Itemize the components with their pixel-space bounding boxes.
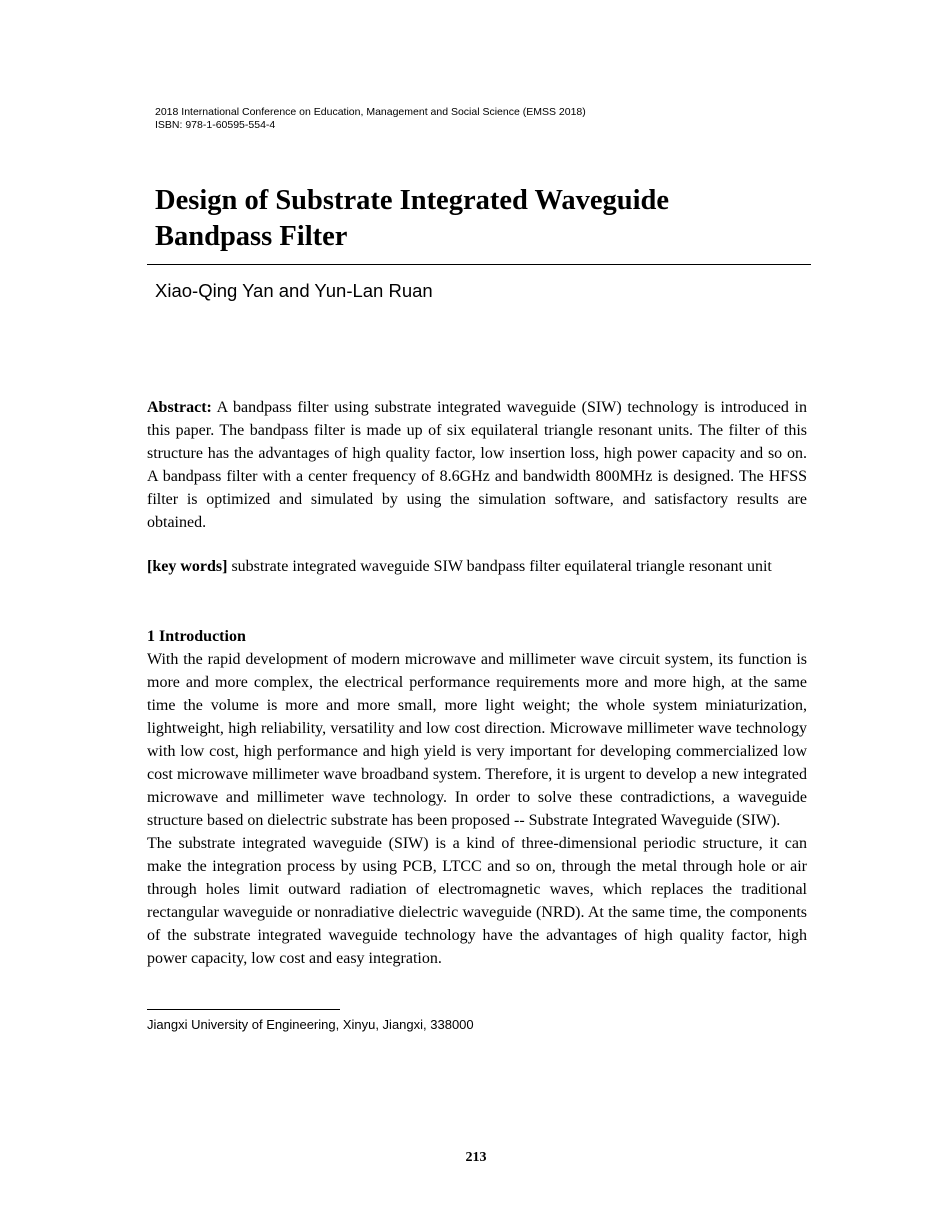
intro-paragraph-2: The substrate integrated waveguide (SIW) is a kind of three-dimensional periodic structure, it can make the integration process by using PCB, LTCC and so on, through the metal through hole or air through holes limit outward radiation of electromagnetic waves, which replaces the traditional rectangular waveguide or nonradiative dielectric waveguide (NRD). At the same time, the components of the substrate integrated waveguide technology have the advantages of high quality factor, high power capacity, low cost and easy integration.: [147, 835, 807, 967]
abstract-text: A bandpass filter using substrate integrated waveguide (SIW) technology is introduced in this paper. The bandpass filter is made up of six equilateral triangle resonant units. The filter of this structure has the advantages of high quality factor, low insertion loss, high power capacity and so on. A bandpass filter with a center frequency of 8.6GHz and bandwidth 800MHz is designed. The HFSS filter is optimized and simulated by using the simulation software, and satisfactory results are obtained.: [147, 399, 807, 531]
paper-title: [155, 183, 795, 255]
isbn: ISBN: 978-1-60595-554-4: [155, 119, 276, 131]
section-heading: 1 Introduction: [147, 628, 246, 645]
title-line-1: Design of Substrate Integrated Waveguide: [155, 185, 670, 216]
keywords-label: [key words]: [147, 558, 228, 575]
keywords: [147, 555, 807, 578]
intro-paragraph-1: With the rapid development of modern microwave and millimeter wave circuit system, its function is more and more complex, the electrical performance requirements more and more high, at the same time the volume is more and more small, more light weight; the whole system miniaturization, lightweight, high reliability, versatility and low cost direction. Microwave millimeter wave technology with low cost, high performance and high yield is very important for developing commercialized low cost microwave millimeter wave broadband system. Therefore, it is urgent to develop a new integrated microwave and millimeter wave technology. In order to solve these contradictions, a waveguide structure based on dielectric substrate has been proposed -- Substrate Integrated Waveguide (SIW).: [147, 651, 807, 829]
keywords-text: substrate integrated waveguide SIW bandpass filter equilateral triangle resonant unit: [227, 558, 772, 575]
conference-header: [155, 106, 586, 132]
footnote-divider: [147, 1009, 340, 1010]
title-divider: [147, 264, 811, 265]
author-affiliation: Jiangxi University of Engineering, Xinyu, Jiangxi, 338000: [147, 1017, 474, 1032]
title-line-2: Bandpass Filter: [155, 221, 348, 252]
page-number: 213: [465, 1150, 487, 1165]
introduction-section: [147, 625, 807, 970]
abstract-label: Abstract:: [147, 399, 212, 416]
abstract: [147, 396, 807, 534]
conference-name: 2018 International Conference on Education, Management and Social Science (EMSS 2018): [155, 106, 586, 118]
authors: Xiao-Qing Yan and Yun-Lan Ruan: [155, 280, 433, 301]
